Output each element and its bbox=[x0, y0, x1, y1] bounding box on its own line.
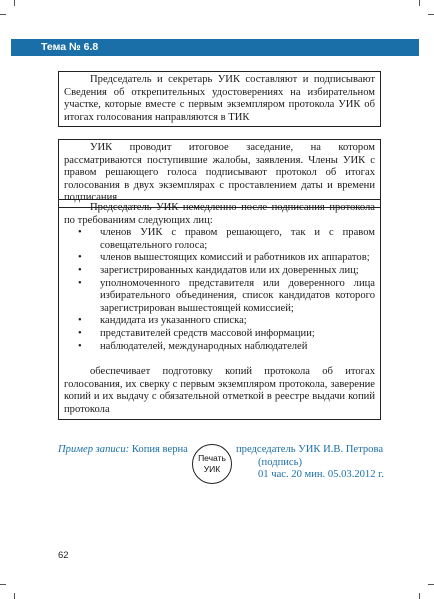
box3-outro: обеспечивает подготовку копий протокола об итогах голосования, их сверку с первым экземпляром протокола, заверение копий и их выдачу с обязательной отметкой в реестре выдачи копий протокола bbox=[64, 366, 375, 415]
signature-line3: 01 час. 20 мин. 05.03.2012 г. bbox=[258, 469, 384, 481]
box1-text: Председатель и секретарь УИК составляют и подписывают Сведения об открепительных удостоверениях на избирательном участке, которые вместе с первым экземпляром протокола УИК об итогах голосования направляются в ТИК bbox=[64, 74, 375, 123]
list-item: • зарегистрированных кандидатов или их доверенных лиц; bbox=[78, 264, 359, 276]
crop-mark bbox=[0, 14, 6, 15]
stamp-circle bbox=[192, 444, 232, 484]
info-box-2 bbox=[58, 139, 381, 208]
signature-block bbox=[236, 444, 384, 482]
crop-mark bbox=[0, 584, 6, 585]
sample-label: Пример записи: bbox=[58, 444, 130, 455]
crop-mark bbox=[428, 14, 434, 15]
crop-mark bbox=[14, 0, 15, 6]
sample-record bbox=[58, 443, 188, 456]
list-item: • членов вышестоящих комиссий и работников их аппаратов; bbox=[78, 252, 370, 264]
stamp-line2: УИК bbox=[203, 464, 221, 474]
bullet-icon: • bbox=[78, 252, 82, 264]
requester-list bbox=[64, 227, 375, 353]
box2-text: УИК проводит итоговое заседание, на котором рассматриваются поступившие жалобы, заявления. Члены УИК с правом решающего голоса подписывают протокол об итогах голосования в двух экземплярах с проставлением даты и времени подписания bbox=[64, 142, 375, 204]
bullet-icon: • bbox=[78, 327, 82, 339]
crop-mark bbox=[419, 0, 420, 6]
info-box-3 bbox=[58, 199, 381, 420]
list-item: • членов УИК с правом решающего, так и с правом совещательного голоса; bbox=[78, 227, 375, 251]
bullet-icon: • bbox=[78, 277, 82, 289]
info-box-1 bbox=[58, 71, 381, 127]
list-item: • представителей средств массовой информации; bbox=[78, 327, 315, 339]
list-item: • кандидата из указанного списка; bbox=[78, 315, 247, 327]
signature-line2: (подпись) bbox=[258, 456, 302, 468]
crop-mark bbox=[14, 593, 15, 599]
list-item: • наблюдателей, международных наблюдателей bbox=[78, 340, 308, 352]
crop-mark bbox=[428, 584, 434, 585]
bullet-icon: • bbox=[78, 315, 82, 327]
topic-header: Тема № 6.8 bbox=[11, 39, 419, 56]
sample-text: Копия верна bbox=[131, 444, 188, 455]
page-number: 62 bbox=[58, 550, 69, 561]
box3-intro: Председатель УИК немедленно после подписания протокола по требованиям следующих лиц: bbox=[64, 202, 375, 226]
crop-mark bbox=[419, 593, 420, 599]
bullet-icon: • bbox=[78, 264, 82, 276]
list-item: • уполномоченного представителя или доверенного лица избирательного объединения, список кандидатов которого зарегистрирован вышестоящей комиссией; bbox=[78, 277, 375, 314]
stamp-line1: Печать bbox=[198, 453, 226, 463]
bullet-icon: • bbox=[78, 227, 82, 239]
signature-line1: председатель УИК И.В. Петрова bbox=[236, 444, 384, 455]
bullet-icon: • bbox=[78, 340, 82, 352]
